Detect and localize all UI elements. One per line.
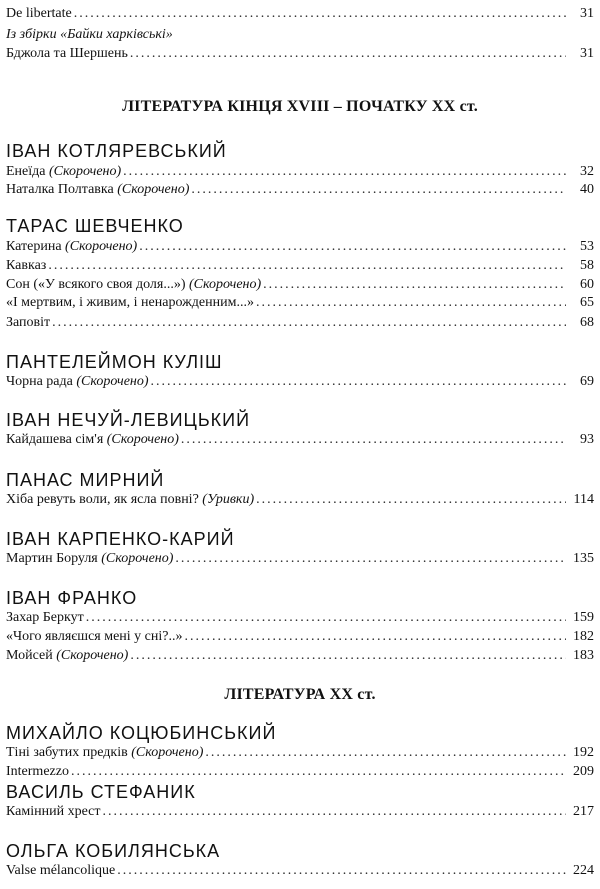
toc-entry [6, 608, 594, 628]
page-number: 58 [580, 258, 594, 273]
page-number: 68 [580, 315, 594, 330]
dot-leader [256, 293, 566, 313]
entry-title: Заповіт [6, 315, 51, 330]
entry-title: «Чого являєшся мені у сні?..» [6, 629, 183, 644]
entry-title: Сон («У всякого своя доля...») (Скорочено) [6, 277, 262, 292]
dot-leader [185, 627, 567, 647]
page-number: 93 [580, 432, 594, 447]
entry-title: Мойсей (Скорочено) [6, 648, 129, 663]
dot-leader [102, 802, 566, 822]
entry-title: Кавказ [6, 258, 47, 273]
page-number: 135 [573, 551, 594, 566]
toc-entry [6, 646, 594, 666]
dot-leader [123, 162, 566, 182]
author-heading: ІВАН НЕЧУЙ-ЛЕВИЦЬКИЙ [6, 410, 251, 430]
dot-leader [191, 180, 566, 200]
dot-leader [263, 275, 566, 295]
dot-leader [48, 256, 566, 276]
toc-entry [6, 313, 594, 333]
author-heading: ПАНАС МИРНИЙ [6, 470, 165, 490]
entry-title: Intermezzo [6, 764, 69, 779]
toc-entry [6, 275, 594, 295]
page-number: 209 [573, 764, 594, 779]
toc-entry [6, 4, 594, 24]
page-number: 53 [580, 239, 594, 254]
dot-leader [130, 44, 566, 64]
page-number: 65 [580, 295, 594, 310]
entry-title: Кайдашева сім'я (Скорочено) [6, 432, 179, 447]
page-number: 32 [580, 164, 594, 179]
dot-leader [256, 490, 566, 510]
dot-leader [86, 608, 566, 628]
page-number: 60 [580, 277, 594, 292]
dot-leader [130, 646, 566, 666]
author-heading: МИХАЙЛО КОЦЮБИНСЬКИЙ [6, 723, 277, 743]
author-heading: ОЛЬГА КОБИЛЯНСЬКА [6, 841, 221, 861]
entry-title: Бджола та Шершень [6, 46, 128, 61]
toc-entry [6, 372, 594, 392]
dot-leader [175, 549, 566, 569]
page-number: 31 [580, 6, 594, 21]
dot-leader [74, 4, 566, 24]
dot-leader [205, 743, 566, 763]
toc-entry [6, 44, 594, 64]
page-number: 224 [573, 863, 594, 878]
collection-subtitle: Із збірки «Байки харківські» [6, 27, 173, 42]
author-heading: ІВАН ФРАНКО [6, 588, 138, 608]
toc-entry [6, 180, 594, 200]
dot-leader [52, 313, 566, 333]
author-heading: ПАНТЕЛЕЙМОН КУЛІШ [6, 352, 223, 372]
page-number: 159 [573, 610, 594, 625]
toc-entry [6, 762, 594, 782]
page-number: 69 [580, 374, 594, 389]
toc-entry [6, 549, 594, 569]
dot-leader [71, 762, 566, 782]
entry-title: De libertate [6, 6, 72, 21]
page-number: 183 [573, 648, 594, 663]
entry-title: Тіні забутих предків (Скорочено) [6, 745, 204, 760]
toc-entry [6, 293, 594, 313]
page-number: 31 [580, 46, 594, 61]
entry-title: Хіба ревуть воли, як ясла повні? (Уривки) [6, 492, 255, 507]
toc-entry [6, 162, 594, 182]
entry-title: Мартин Боруля (Скорочено) [6, 551, 174, 566]
entry-title: «І мертвим, і живим, і ненарожденним...» [6, 295, 254, 310]
author-heading: ВАСИЛЬ СТЕФАНИК [6, 782, 196, 802]
section-heading: ЛІТЕРАТУРА КІНЦЯ XVIII – ПОЧАТКУ XX ст. [122, 98, 478, 115]
toc-entry [6, 256, 594, 276]
entry-title: Наталка Полтавка (Скорочено) [6, 182, 190, 197]
author-heading: ІВАН КОТЛЯРЕВСЬКИЙ [6, 141, 227, 161]
entry-title: Valse mélancolique [6, 863, 116, 878]
page-number: 182 [573, 629, 594, 644]
dot-leader [117, 861, 566, 881]
entry-title: Камінний хрест [6, 804, 101, 819]
dot-leader [181, 430, 566, 450]
author-heading: ІВАН КАРПЕНКО-КАРИЙ [6, 529, 235, 549]
dot-leader [139, 237, 566, 257]
section-heading: ЛІТЕРАТУРА XX ст. [224, 686, 376, 703]
toc-entry [6, 861, 594, 881]
page-number: 40 [580, 182, 594, 197]
page-number: 114 [573, 492, 594, 507]
toc-entry [6, 430, 594, 450]
entry-title: Захар Беркут [6, 610, 84, 625]
page-number: 192 [573, 745, 594, 760]
toc-entry [6, 627, 594, 647]
author-heading: ТАРАС ШЕВЧЕНКО [6, 216, 184, 236]
entry-title: Катерина (Скорочено) [6, 239, 138, 254]
entry-title: Чорна рада (Скорочено) [6, 374, 149, 389]
toc-entry [6, 743, 594, 763]
page-number: 217 [573, 804, 594, 819]
dot-leader [151, 372, 566, 392]
toc-entry [6, 490, 594, 510]
entry-title: Енеїда (Скорочено) [6, 164, 122, 179]
toc-entry [6, 237, 594, 257]
toc-entry [6, 802, 594, 822]
